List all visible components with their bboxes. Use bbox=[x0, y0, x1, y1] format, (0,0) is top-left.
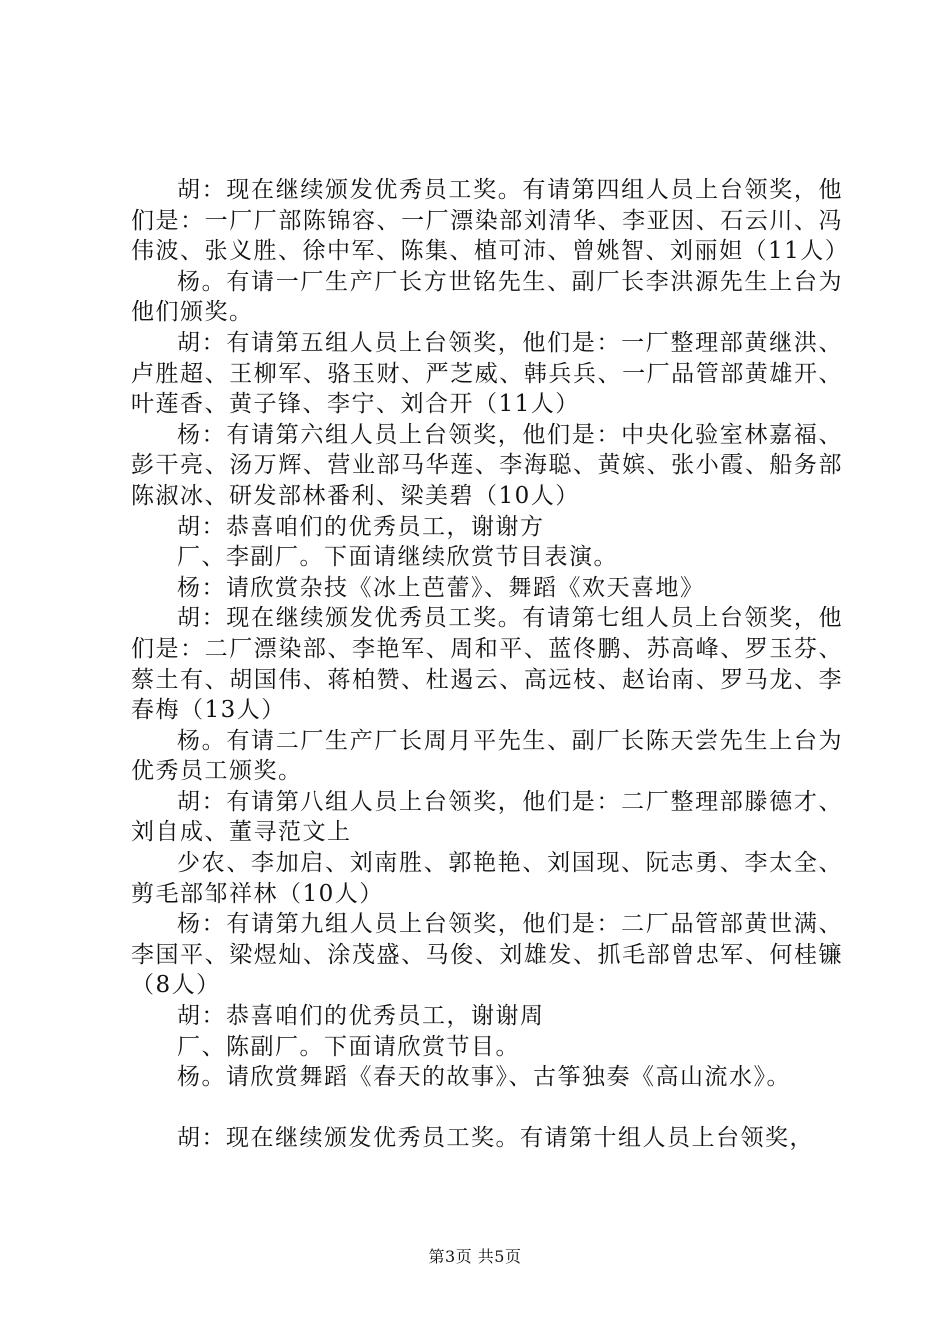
paragraph: 杨。有请一厂生产厂长方世铭先生、副厂长李洪源先生上台为他们颁奖。 bbox=[131, 268, 843, 326]
paragraph: 胡：现在继续颁发优秀员工奖。有请第四组人员上台领奖，他们是：一厂厂部陈锦容、一厂漂染部刘清华、李亚因、石云川、冯伟波、张义胜、徐中军、陈集、植可沛、曾姚智、刘丽妲（11人） bbox=[131, 177, 850, 265]
paragraph: 胡：现在继续颁发优秀员工奖。有请第十组人员上台领奖， bbox=[177, 1124, 814, 1151]
paragraph: 杨。有请二厂生产厂长周月平先生、副厂长陈天尝先生上台为优秀员工颁奖。 bbox=[131, 727, 843, 785]
document-body bbox=[131, 175, 850, 1153]
paragraph: 杨：有请第九组人员上台领奖，他们是：二厂品管部黄世满、李国平、梁煜灿、涂茂盛、马俊、刘雄发、抓毛部曾忠军、何桂镰（8人） bbox=[131, 911, 843, 999]
paragraph: 胡：恭喜咱们的优秀员工，谢谢周 bbox=[177, 1003, 545, 1030]
paragraph: 杨。请欣赏舞蹈《春天的故事》、古筝独奏《高山流水》。 bbox=[177, 1064, 791, 1091]
paragraph: 杨：请欣赏杂技《冰上芭蕾》、舞蹈《欢天喜地》 bbox=[177, 574, 705, 601]
paragraph: 杨：有请第六组人员上台领奖，他们是：中央化验室林嘉福、彭干亮、汤万辉、营业部马华莲、李海聪、黄嫔、张小霞、船务部陈淑冰、研发部林番利、梁美碧（10人） bbox=[131, 421, 843, 509]
paragraph: 厂、李副厂。下面请继续欣赏节目表演。 bbox=[177, 544, 618, 571]
paragraph: 少农、李加启、刘南胜、郭艳艳、刘国现、阮志勇、李太全、剪毛部邹祥林（10人） bbox=[131, 850, 843, 907]
paragraph: 厂、陈副厂。下面请欣赏节目。 bbox=[177, 1033, 520, 1060]
paragraph: 胡：现在继续颁发优秀员工奖。有请第七组人员上台领奖，他们是：二厂漂染部、李艳军、周和平、蓝佟鹏、苏高峰、罗玉芬、蔡土有、胡国伟、蒋柏赞、杜遏云、高远枝、赵诒南、罗马龙、李春梅（13人） bbox=[131, 605, 843, 724]
page-number-footer: 第3页 共5页 bbox=[428, 1247, 522, 1266]
paragraph: 胡：有请第八组人员上台领奖，他们是：二厂整理部滕德才、刘自成、董寻范文上 bbox=[131, 788, 843, 846]
paragraph: 胡：有请第五组人员上台领奖，他们是：一厂整理部黄继洪、卢胜超、王柳军、骆玉财、严芝威、韩兵兵、一厂品管部黄雄开、叶莲香、黄子锋、李宁、刘合开（11人） bbox=[131, 329, 843, 418]
paragraph: 胡：恭喜咱们的优秀员工，谢谢方 bbox=[177, 513, 545, 540]
